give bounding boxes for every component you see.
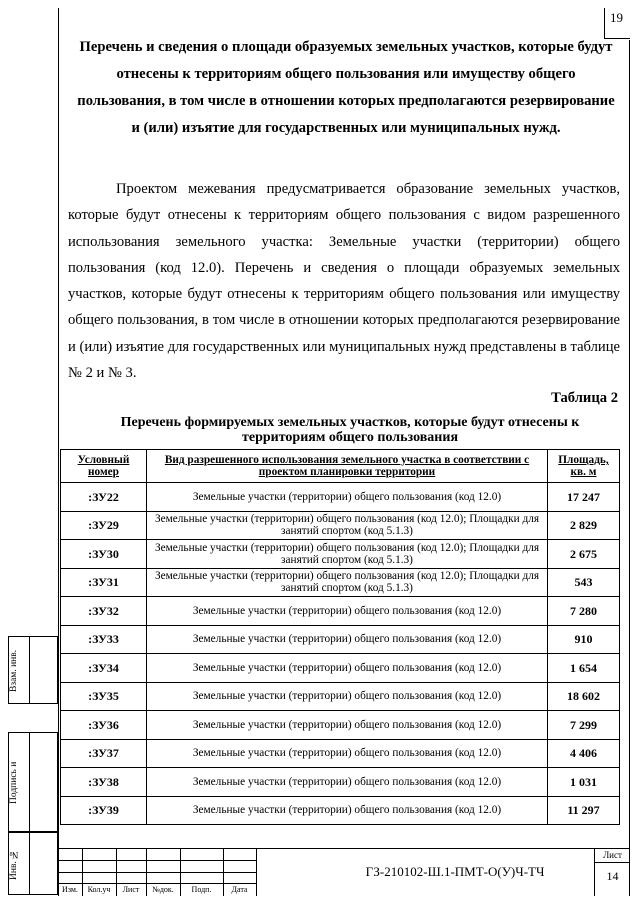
cell-area: 18 602 — [548, 682, 620, 711]
cell-area: 1 654 — [548, 654, 620, 683]
stamp-sheet-number: 14 — [606, 869, 619, 883]
table-row — [61, 483, 620, 512]
cell-number: :ЗУ36 — [61, 711, 147, 740]
table-header-row — [61, 450, 620, 483]
table-row — [61, 739, 620, 768]
title-block-stamp — [58, 848, 629, 896]
table-row — [61, 654, 620, 683]
header-area: Площадь, кв. м — [548, 450, 620, 483]
cell-area: 7 280 — [548, 597, 620, 626]
cell-usage: Земельные участки (территории) общего пользования (код 12.0) — [147, 483, 548, 512]
stamp-doc-code: ГЗ-210102-Ш.1-ПМТ-О(У)Ч-ТЧ — [365, 864, 545, 879]
side-cell-signature — [8, 732, 58, 832]
table-row — [61, 625, 620, 654]
stamp-sheet-label: Лист — [595, 850, 630, 863]
cell-area: 17 247 — [548, 483, 620, 512]
binding-side-strip — [8, 636, 58, 895]
cell-usage: Земельные участки (территории) общего пользования (код 12.0) — [147, 597, 548, 626]
cell-number: :ЗУ30 — [61, 540, 147, 569]
cell-number: :ЗУ38 — [61, 768, 147, 797]
table-title: Перечень формируемых земельных участков, которые будут отнесены к территориям общего пользования — [120, 415, 580, 445]
cell-usage: Земельные участки (территории) общего пользования (код 12.0) — [147, 796, 548, 825]
stamp-col-change: Изм. — [62, 885, 78, 894]
frame-right-line — [629, 40, 630, 896]
cell-number: :ЗУ39 — [61, 796, 147, 825]
cell-area: 7 299 — [548, 711, 620, 740]
cell-usage: Земельные участки (территории) общего пользования (код 12.0) — [147, 768, 548, 797]
cell-number: :ЗУ22 — [61, 483, 147, 512]
cell-number: :ЗУ32 — [61, 597, 147, 626]
cell-number: :ЗУ33 — [61, 625, 147, 654]
cell-area: 4 406 — [548, 739, 620, 768]
table-row — [61, 711, 620, 740]
table-row — [61, 540, 620, 569]
cell-usage: Земельные участки (территории) общего пользования (код 12.0) — [147, 739, 548, 768]
cell-area: 543 — [548, 568, 620, 597]
table-row — [61, 568, 620, 597]
side-cell-inv-number — [8, 832, 58, 895]
frame-left-line — [58, 8, 59, 896]
cell-number: :ЗУ35 — [61, 682, 147, 711]
section-heading: Перечень и сведения о площади образуемых земельных участков, которые будут отнесены к территориям общего пользования или имуществу общего пользования, в том числе в отношении которых предполагаются резервирование и (или) изъятие для государственных или муниципальных нужд. — [77, 39, 615, 136]
stamp-col-sign: Подп. — [191, 885, 212, 894]
side-label-inv-number: Инв. № — [9, 848, 19, 881]
stamp-doc-code-cell — [256, 849, 640, 896]
cell-area: 2 675 — [548, 540, 620, 569]
side-cell-replace-inv — [8, 636, 58, 704]
cell-number: :ЗУ37 — [61, 739, 147, 768]
cell-usage: Земельные участки (территории) общего пользования (код 12.0) — [147, 625, 548, 654]
cell-usage: Земельные участки (территории) общего пользования (код 12.0) — [147, 682, 548, 711]
stamp-col-sheet: Лист — [122, 885, 140, 894]
stamp-col-doc: №док. — [152, 885, 174, 894]
body-paragraph: Проектом межевания предусматривается образование земельных участков, которые будут отнесены к территориям общего пользования с видом разрешенного использования земельного участка: Земельные участки (территории) общего пользования (код 12.0). Перечень и сведения о площади образуемых земельных участков, которые будут отнесены к территориям общего пользования или имуществу общего пользования, в том числе в отношении которых предполагаются резервирование и (или) изъятие для государственных или муниципальных нужд представлены в таблице № 2 и № 3. — [68, 181, 620, 382]
table-row — [61, 511, 620, 540]
header-number: Условный номер — [61, 450, 147, 483]
cell-area: 1 031 — [548, 768, 620, 797]
table-body — [61, 483, 620, 825]
cell-number: :ЗУ34 — [61, 654, 147, 683]
cell-usage: Земельные участки (территории) общего пользования (код 12.0) — [147, 654, 548, 683]
cell-usage: Земельные участки (территории) общего пользования (код 12.0); Площадки для занятий спортом (код 5.1.3) — [147, 568, 548, 597]
stamp-col-date: Дата — [231, 885, 248, 894]
cell-number: :ЗУ31 — [61, 568, 147, 597]
stamp-sheet-cell — [594, 849, 630, 896]
table-label: Таблица 2 — [551, 390, 618, 406]
side-label-signature: Подпись и — [9, 761, 19, 805]
cell-area: 11 297 — [548, 796, 620, 825]
side-label-replace-inv: Взам. инв. — [9, 649, 19, 693]
table-row — [61, 597, 620, 626]
table-row — [61, 682, 620, 711]
cell-usage: Земельные участки (территории) общего пользования (код 12.0); Площадки для занятий спортом (код 5.1.3) — [147, 511, 548, 540]
cell-usage: Земельные участки (территории) общего пользования (код 12.0); Площадки для занятий спортом (код 5.1.3) — [147, 540, 548, 569]
cell-usage: Земельные участки (территории) общего пользования (код 12.0) — [147, 711, 548, 740]
land-plots-table — [60, 449, 620, 825]
cell-area: 2 829 — [548, 511, 620, 540]
stamp-col-qty: Кол.уч — [87, 885, 111, 894]
table-row — [61, 796, 620, 825]
stamp-revision-grid — [58, 849, 256, 896]
table-row — [61, 768, 620, 797]
body-paragraph-block — [68, 176, 620, 386]
cell-area: 910 — [548, 625, 620, 654]
page-number-top: 19 — [610, 10, 623, 25]
header-usage: Вид разрешенного использования земельного участка в соответствии с проектом планировки территории — [147, 450, 548, 483]
cell-number: :ЗУ29 — [61, 511, 147, 540]
